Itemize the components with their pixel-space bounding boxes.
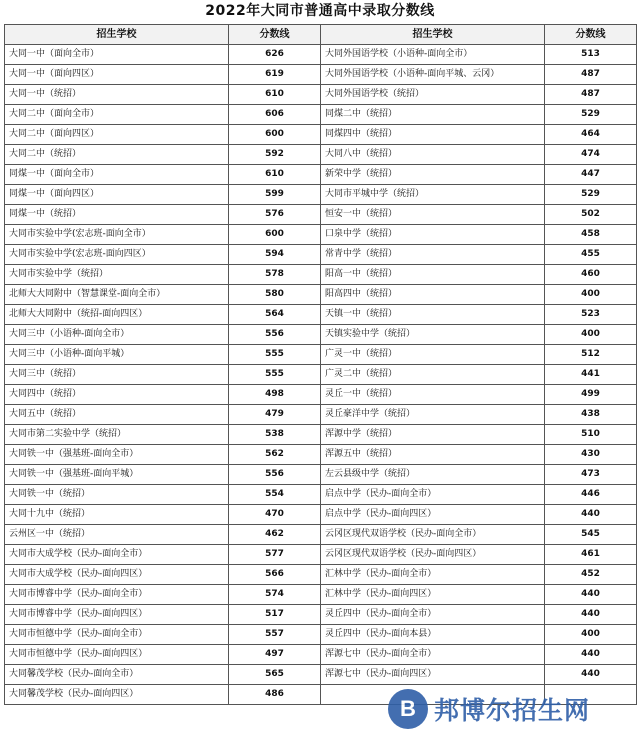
table-row [5,125,637,145]
right-score-cell: 523 [545,305,637,325]
left-school-cell: 大同市恒德中学（民办-面向四区） [5,645,229,665]
left-score-cell: 565 [229,665,321,685]
right-school-cell: 浑源中学（统招） [321,425,545,445]
left-score-cell: 610 [229,85,321,105]
table-row [5,485,637,505]
right-score-cell: 440 [545,505,637,525]
left-score-cell: 497 [229,645,321,665]
table-row [5,145,637,165]
left-school-cell: 大同一中（面向四区） [5,65,229,85]
right-score-cell: 487 [545,85,637,105]
right-score-cell: 440 [545,605,637,625]
left-score-cell: 462 [229,525,321,545]
left-school-cell: 大同市实验中学(宏志班-面向全市） [5,225,229,245]
right-score-cell: 487 [545,65,637,85]
table-header-row [5,25,637,45]
table-row [5,465,637,485]
left-school-cell: 同煤一中（统招） [5,205,229,225]
left-school-cell: 北师大大同附中（统招-面向四区） [5,305,229,325]
left-school-cell: 大同三中（小语种-面向全市） [5,325,229,345]
left-score-cell: 555 [229,345,321,365]
right-score-cell: 440 [545,645,637,665]
left-score-cell: 562 [229,445,321,465]
right-school-cell: 左云县级中学（统招） [321,465,545,485]
right-school-cell: 大同八中（统招） [321,145,545,165]
right-school-cell: 大同外国语学校（小语种-面向全市） [321,45,545,65]
right-school-cell: 浑源七中（民办-面向四区） [321,665,545,685]
right-school-cell: 同煤二中（统招） [321,105,545,125]
table-row [5,645,637,665]
right-school-cell: 常青中学（统招） [321,245,545,265]
right-school-cell: 灵丘四中（民办-面向全市） [321,605,545,625]
left-score-cell: 619 [229,65,321,85]
right-score-cell: 440 [545,585,637,605]
left-school-cell: 大同市恒德中学（民办-面向全市） [5,625,229,645]
table-row [5,445,637,465]
right-school-cell: 汇林中学（民办-面向四区） [321,585,545,605]
table-row [5,225,637,245]
left-score-cell: 556 [229,325,321,345]
table-body [5,45,637,705]
right-school-cell: 云冈区现代双语学校（民办-面向四区） [321,545,545,565]
school-header-left: 招生学校 [5,25,229,45]
right-school-cell: 天镇实验中学（统招） [321,325,545,345]
score-header-right: 分数线 [545,25,637,45]
table-row [5,265,637,285]
table-row [5,325,637,345]
left-school-cell: 大同市博睿中学（民办-面向四区） [5,605,229,625]
left-school-cell: 大同四中（统招） [5,385,229,405]
left-score-cell: 606 [229,105,321,125]
left-score-cell: 578 [229,265,321,285]
left-school-cell: 大同市第二实验中学（统招） [5,425,229,445]
watermark-logo-icon: B [388,689,428,729]
right-score-cell: 502 [545,205,637,225]
right-score-cell: 510 [545,425,637,445]
table-row [5,405,637,425]
right-score-cell: 400 [545,325,637,345]
right-score-cell: 499 [545,385,637,405]
left-school-cell: 大同五中（统招） [5,405,229,425]
right-score-cell: 512 [545,345,637,365]
left-school-cell: 大同一中（统招） [5,85,229,105]
right-score-cell: 461 [545,545,637,565]
left-score-cell: 574 [229,585,321,605]
left-score-cell: 577 [229,545,321,565]
left-school-cell: 云州区一中（统招） [5,525,229,545]
left-school-cell: 大同市大成学校（民办-面向四区） [5,565,229,585]
table-row [5,565,637,585]
table-row [5,385,637,405]
left-school-cell: 大同市实验中学(宏志班-面向四区） [5,245,229,265]
right-school-cell: 天镇一中（统招） [321,305,545,325]
left-score-cell: 564 [229,305,321,325]
table-row [5,585,637,605]
right-school-cell: 大同市平城中学（统招） [321,185,545,205]
right-score-cell: 529 [545,185,637,205]
left-school-cell: 大同馨茂学校（民办-面向四区） [5,685,229,705]
right-school-cell: 阳高一中（统招） [321,265,545,285]
right-score-cell: 513 [545,45,637,65]
left-score-cell: 555 [229,365,321,385]
left-score-cell: 594 [229,245,321,265]
school-header-right: 招生学校 [321,25,545,45]
left-score-cell: 599 [229,185,321,205]
left-school-cell: 大同市实验中学（统招） [5,265,229,285]
right-score-cell: 474 [545,145,637,165]
right-school-cell: 启点中学（民办-面向四区） [321,505,545,525]
left-score-cell: 538 [229,425,321,445]
watermark [388,686,634,732]
table-row [5,525,637,545]
right-score-cell: 440 [545,665,637,685]
table-row [5,185,637,205]
left-score-cell: 479 [229,405,321,425]
left-score-cell: 600 [229,225,321,245]
right-school-cell: 汇林中学（民办-面向全市） [321,565,545,585]
right-school-cell: 大同外国语学校（小语种-面向平城、云冈） [321,65,545,85]
left-school-cell: 大同二中（统招） [5,145,229,165]
right-school-cell: 广灵一中（统招） [321,345,545,365]
left-score-cell: 592 [229,145,321,165]
table-row [5,605,637,625]
table-row [5,505,637,525]
table-row [5,545,637,565]
page-title: 2022年大同市普通高中录取分数线 [205,3,435,19]
table-row [5,105,637,125]
table-row [5,85,637,105]
left-school-cell: 北师大大同附中（智慧课堂-面向全市） [5,285,229,305]
right-score-cell: 430 [545,445,637,465]
right-score-cell: 438 [545,405,637,425]
right-score-cell: 458 [545,225,637,245]
left-score-cell: 626 [229,45,321,65]
right-score-cell: 400 [545,625,637,645]
right-score-cell: 446 [545,485,637,505]
right-school-cell: 广灵二中（统招） [321,365,545,385]
right-school-cell: 浑源五中（统招） [321,445,545,465]
left-school-cell: 大同十九中（统招） [5,505,229,525]
left-school-cell: 大同市大成学校（民办-面向全市） [5,545,229,565]
table-row [5,165,637,185]
right-school-cell: 阳高四中（统招） [321,285,545,305]
left-score-cell: 600 [229,125,321,145]
right-school-cell: 灵丘一中（统招） [321,385,545,405]
table-row [5,345,637,365]
table-row [5,665,637,685]
table-row [5,285,637,305]
left-school-cell: 大同铁一中（统招） [5,485,229,505]
left-score-cell: 566 [229,565,321,585]
right-school-cell: 灵丘豪洋中学（统招） [321,405,545,425]
right-score-cell: 447 [545,165,637,185]
left-score-cell: 576 [229,205,321,225]
right-school-cell: 同煤四中（统招） [321,125,545,145]
right-school-cell: 启点中学（民办-面向全市） [321,485,545,505]
left-school-cell: 大同二中（面向四区） [5,125,229,145]
table-row [5,205,637,225]
left-score-cell: 556 [229,465,321,485]
left-score-cell: 610 [229,165,321,185]
left-score-cell: 498 [229,385,321,405]
right-school-cell: 浑源七中（民办-面向全市） [321,645,545,665]
right-score-cell: 452 [545,565,637,585]
left-score-cell: 470 [229,505,321,525]
left-score-cell: 580 [229,285,321,305]
left-score-cell: 554 [229,485,321,505]
table-row [5,425,637,445]
left-school-cell: 大同三中（统招） [5,365,229,385]
right-school-cell: 云冈区现代双语学校（民办-面向全市） [321,525,545,545]
table-row [5,625,637,645]
score-header-left: 分数线 [229,25,321,45]
right-score-cell: 545 [545,525,637,545]
right-school-cell: 新荣中学（统招） [321,165,545,185]
table-row [5,65,637,85]
right-score-cell: 464 [545,125,637,145]
left-score-cell: 557 [229,625,321,645]
left-school-cell: 同煤一中（面向全市） [5,165,229,185]
left-school-cell: 大同市博睿中学（民办-面向全市） [5,585,229,605]
right-score-cell: 455 [545,245,637,265]
left-school-cell: 大同铁一中（强基班-面向全市） [5,445,229,465]
watermark-text: 邦博尔招生网 [434,696,591,725]
left-score-cell: 486 [229,685,321,705]
left-school-cell: 大同二中（面向全市） [5,105,229,125]
table-row [5,245,637,265]
table-row [5,45,637,65]
score-table [4,24,637,705]
right-school-cell: 灵丘四中（民办-面向本县） [321,625,545,645]
left-school-cell: 大同铁一中（强基班-面向平城） [5,465,229,485]
right-school-cell: 大同外国语学校（统招） [321,85,545,105]
right-score-cell: 400 [545,285,637,305]
left-school-cell: 大同三中（小语种-面向平城） [5,345,229,365]
left-score-cell: 517 [229,605,321,625]
right-school-cell: 口泉中学（统招） [321,225,545,245]
left-school-cell: 大同一中（面向全市） [5,45,229,65]
right-score-cell: 441 [545,365,637,385]
left-school-cell: 同煤一中（面向四区） [5,185,229,205]
table-row [5,365,637,385]
right-score-cell: 529 [545,105,637,125]
left-school-cell: 大同馨茂学校（民办-面向全市） [5,665,229,685]
table-row [5,305,637,325]
right-school-cell: 恒安一中（统招） [321,205,545,225]
right-score-cell: 460 [545,265,637,285]
right-score-cell: 473 [545,465,637,485]
